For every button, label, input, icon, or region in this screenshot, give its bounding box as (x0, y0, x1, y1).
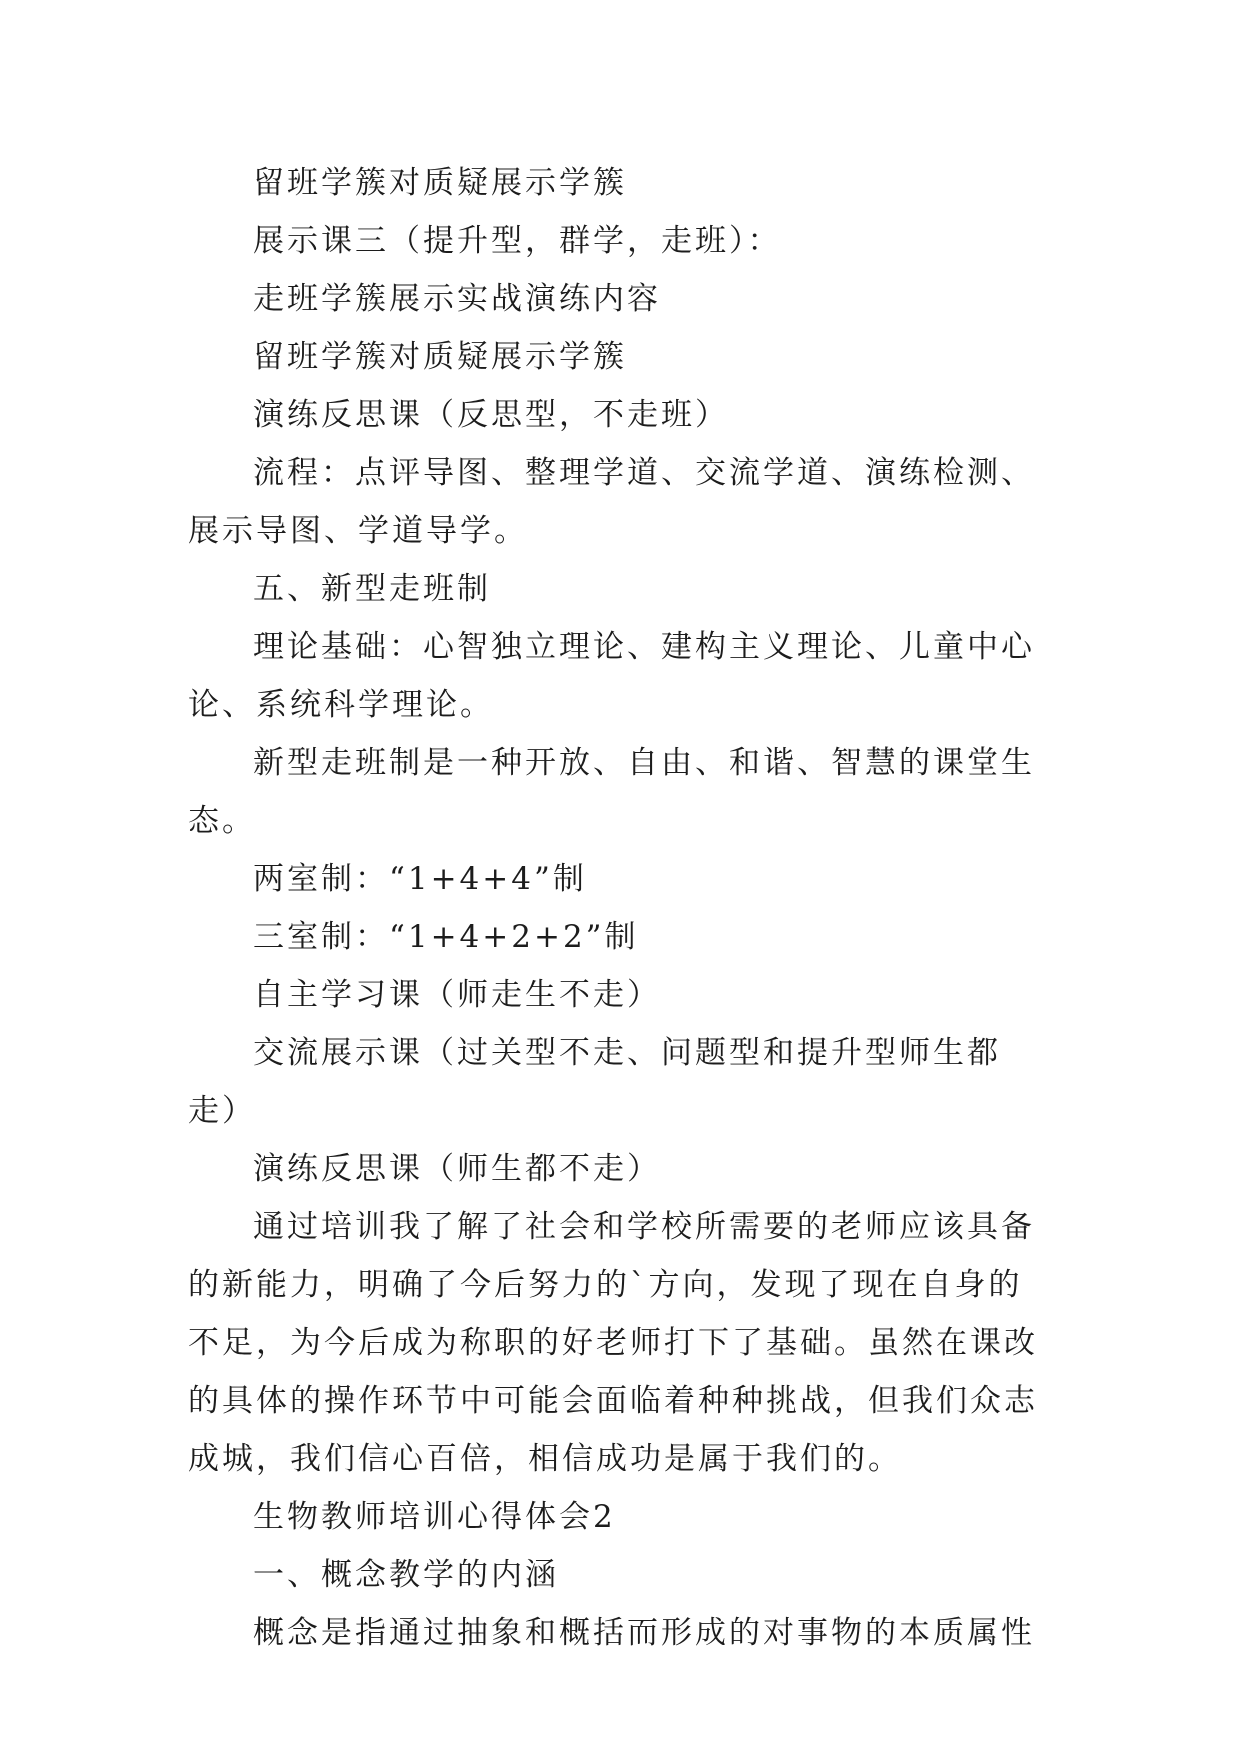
section-heading: 五、新型走班制 (253, 571, 491, 607)
paragraph: 交流展示课（过关型不走、问题型和提升型师生都走） (188, 1035, 1001, 1129)
document-body (188, 154, 1053, 1662)
section-heading: 一、概念教学的内涵 (253, 1557, 559, 1593)
paragraph: 通过培训我了解了社会和学校所需要的老师应该具备的新能力，明确了今后努力的`方向，发现了现在自身的不足，为今后成为称职的好老师打下了基础。虽然在课改的具体的操作环节中可能会面临着种种挑战，但我们众志成城，我们信心百倍，相信成功是属于我们的。 (188, 1209, 1038, 1477)
paragraph: 自主学习课（师走生不走） (253, 977, 661, 1013)
paragraph: 理论基础：心智独立理论、建构主义理论、儿童中心论、系统科学理论。 (188, 629, 1035, 723)
paragraph: 概念是指通过抽象和概括而形成的对事物的本质属性 (253, 1615, 1035, 1651)
paragraph: 留班学簇对质疑展示学簇 (253, 339, 627, 375)
paragraph: 走班学簇展示实战演练内容 (253, 281, 661, 317)
paragraph: 留班学簇对质疑展示学簇 (253, 165, 627, 201)
paragraph: 演练反思课（反思型，不走班） (253, 397, 729, 433)
paragraph: 三室制：“1+4+2+2”制 (253, 919, 639, 955)
paragraph: 两室制：“1+4+4”制 (253, 861, 587, 897)
paragraph: 流程：点评导图、整理学道、交流学道、演练检测、展示导图、学道导学。 (188, 455, 1035, 549)
paragraph: 新型走班制是一种开放、自由、和谐、智慧的课堂生态。 (188, 745, 1035, 839)
document-title: 生物教师培训心得体会2 (253, 1499, 616, 1535)
paragraph: 演练反思课（师生都不走） (253, 1151, 661, 1187)
paragraph: 展示课三（提升型，群学，走班）： (253, 223, 782, 259)
